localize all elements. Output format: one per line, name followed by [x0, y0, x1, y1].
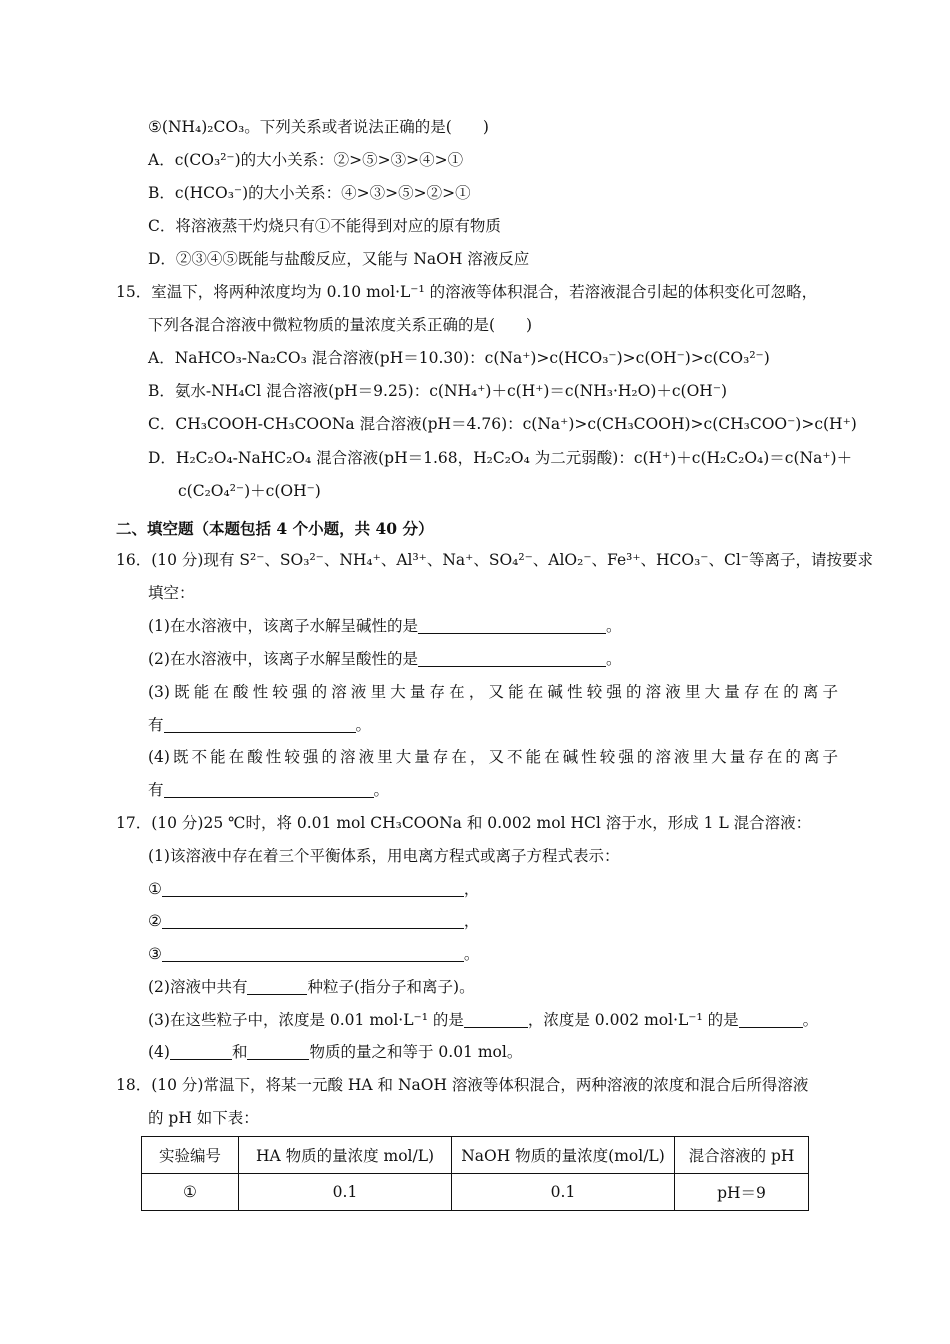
- q16-part2-text: (2)在水溶液中，该离子水解呈酸性的是: [148, 650, 418, 668]
- section-heading: 二、填空题（本题包括 4 个小题，共 40 分）: [116, 519, 434, 538]
- q17-eq3-end: 。: [463, 945, 480, 963]
- q17-eq2-blank[interactable]: [162, 912, 464, 929]
- q15-option-a: A．NaHCO₃-Na₂CO₃ 混合溶液(pH＝10.30)：c(Na⁺)>c(HCO₃⁻)>c(OH⁻)>c(CO₃²⁻): [148, 349, 770, 367]
- q17-part4: [148, 1041, 522, 1063]
- q16-part2-end: 。: [605, 650, 622, 668]
- q15-stem-cont: 下列各混合溶液中微粒物质的量浓度关系正确的是( ): [148, 316, 533, 334]
- q15-option-d-cont: c(C₂O₄²⁻)＋c(OH⁻): [178, 482, 321, 500]
- q17-eq3: [148, 943, 479, 965]
- q17-part3-a: (3)在这些粒子中，浓度是 0.01 mol·L⁻¹ 的是: [148, 1011, 464, 1029]
- q18-stem-cont: 的 pH 如下表：: [148, 1109, 259, 1127]
- q16-part4-end: 。: [373, 781, 390, 799]
- q17-part1: (1)该溶液中存在着三个平衡体系，用电离方程式或离子方程式表示：: [148, 847, 620, 865]
- q15-option-b: B．氨水-NH₄Cl 混合溶液(pH＝9.25)：c(NH₄⁺)＋c(H⁺)＝c(NH₃·H₂O)＋c(OH⁻): [148, 382, 728, 400]
- q16-part2: [148, 648, 621, 670]
- q17-circle-1: ①: [148, 880, 162, 898]
- table-header-cell: 实验编号: [142, 1137, 239, 1174]
- q16-part3-cont: [148, 714, 371, 736]
- q17-eq1-blank[interactable]: [162, 880, 464, 897]
- q17-eq2: [148, 910, 479, 932]
- q15-stem: 15．室温下，将两种浓度均为 0.10 mol·L⁻¹ 的溶液等体积混合，若溶液混合引起的体积变化可忽略，: [116, 283, 818, 301]
- q17-part3: [148, 1009, 818, 1031]
- q17-eq2-end: ，: [463, 912, 480, 930]
- q17-part2: [148, 976, 475, 998]
- q17-part4-b: 和: [231, 1043, 248, 1061]
- q16-part3: [148, 681, 838, 703]
- table-cell: ①: [142, 1174, 239, 1211]
- q16-stem: 16．(10 分)现有 S²⁻、SO₃²⁻、NH₄⁺、Al³⁺、Na⁺、SO₄²⁻、AlO₂⁻、Fe³⁺、HCO₃⁻、Cl⁻等离子，请按要求: [116, 551, 873, 569]
- table-cell: 0.1: [452, 1174, 675, 1211]
- q17-eq1-end: ，: [463, 880, 480, 898]
- q17-part3-b: ，浓度是 0.002 mol·L⁻¹ 的是: [527, 1011, 739, 1029]
- q14-option-c: C．将溶液蒸干灼烧只有①不能得到对应的原有物质: [148, 217, 501, 235]
- q16-part4-blank[interactable]: [164, 781, 374, 798]
- q17-circle-2: ②: [148, 912, 162, 930]
- q16-part1-blank[interactable]: [418, 617, 606, 634]
- q14-option-a: A．c(CO₃²⁻)的大小关系：②>⑤>③>④>①: [148, 151, 464, 169]
- q16-part4-text: (4)既不能在酸性较强的溶液里大量存在，又不能在碱性较强的溶液里大量存在的离子: [148, 748, 838, 766]
- q16-part3-blank[interactable]: [164, 716, 356, 733]
- table-header-cell: HA 物质的量浓度 mol/L): [239, 1137, 452, 1174]
- q17-eq3-blank[interactable]: [162, 945, 464, 962]
- q17-part4-a: (4): [148, 1043, 170, 1061]
- q16-part4-you: 有: [148, 781, 164, 799]
- q17-part3-c: 。: [802, 1011, 819, 1029]
- q16-part1: [148, 615, 621, 637]
- q17-part4-blank-2[interactable]: [247, 1043, 309, 1060]
- table-cell: 0.1: [239, 1174, 452, 1211]
- q14-intro: ⑤(NH₄)₂CO₃。下列关系或者说法正确的是( ): [148, 118, 489, 136]
- table-header-row: [142, 1137, 809, 1174]
- q16-stem-cont: 填空：: [148, 584, 195, 602]
- table-header-cell: 混合溶液的 pH: [675, 1137, 809, 1174]
- q17-part4-c: 物质的量之和等于 0.01 mol。: [309, 1043, 523, 1061]
- table-cell: pH＝9: [675, 1174, 809, 1211]
- q16-part1-text: (1)在水溶液中，该离子水解呈碱性的是: [148, 617, 418, 635]
- q16-part3-text: (3)既能在酸性较强的溶液里大量存在，又能在碱性较强的溶液里大量存在的离子: [148, 683, 838, 701]
- q17-part4-blank-1[interactable]: [170, 1043, 232, 1060]
- q17-part2-a: (2)溶液中共有: [148, 978, 248, 996]
- experiment-table: [141, 1136, 809, 1211]
- q14-option-b: B．c(HCO₃⁻)的大小关系：④>③>⑤>②>①: [148, 184, 471, 202]
- table-header-cell: NaOH 物质的量浓度(mol/L): [452, 1137, 675, 1174]
- table-row: [142, 1174, 809, 1211]
- q17-part2-blank[interactable]: [247, 978, 307, 995]
- q16-part3-end: 。: [355, 716, 372, 734]
- q17-part3-blank-1[interactable]: [464, 1011, 528, 1028]
- q18-stem: 18．(10 分)常温下，将某一元酸 HA 和 NaOH 溶液等体积混合，两种溶液的浓度和混合后所得溶液: [116, 1076, 809, 1094]
- q16-part1-end: 。: [605, 617, 622, 635]
- q15-option-c: C．CH₃COOH-CH₃COONa 混合溶液(pH＝4.76)：c(Na⁺)>c(CH₃COOH)>c(CH₃COO⁻)>c(H⁺): [148, 415, 857, 433]
- q17-circle-3: ③: [148, 945, 162, 963]
- q16-part4: [148, 746, 838, 768]
- q17-stem: 17．(10 分)25 ℃时，将 0.01 mol CH₃COONa 和 0.002 mol HCl 溶于水，形成 1 L 混合溶液：: [116, 814, 812, 832]
- q14-option-d: D．②③④⑤既能与盐酸反应，又能与 NaOH 溶液反应: [148, 250, 530, 268]
- q15-option-d: D．H₂C₂O₄-NaHC₂O₄ 混合溶液(pH＝1.68，H₂C₂O₄ 为二元弱酸)：c(H⁺)＋c(H₂C₂O₄)＝c(Na⁺)＋: [148, 449, 853, 467]
- q16-part2-blank[interactable]: [418, 650, 606, 667]
- q16-part3-you: 有: [148, 716, 164, 734]
- q17-part3-blank-2[interactable]: [739, 1011, 803, 1028]
- q16-part4-cont: [148, 779, 389, 801]
- q17-part2-b: 种粒子(指分子和离子)。: [307, 978, 475, 996]
- q17-eq1: [148, 878, 479, 900]
